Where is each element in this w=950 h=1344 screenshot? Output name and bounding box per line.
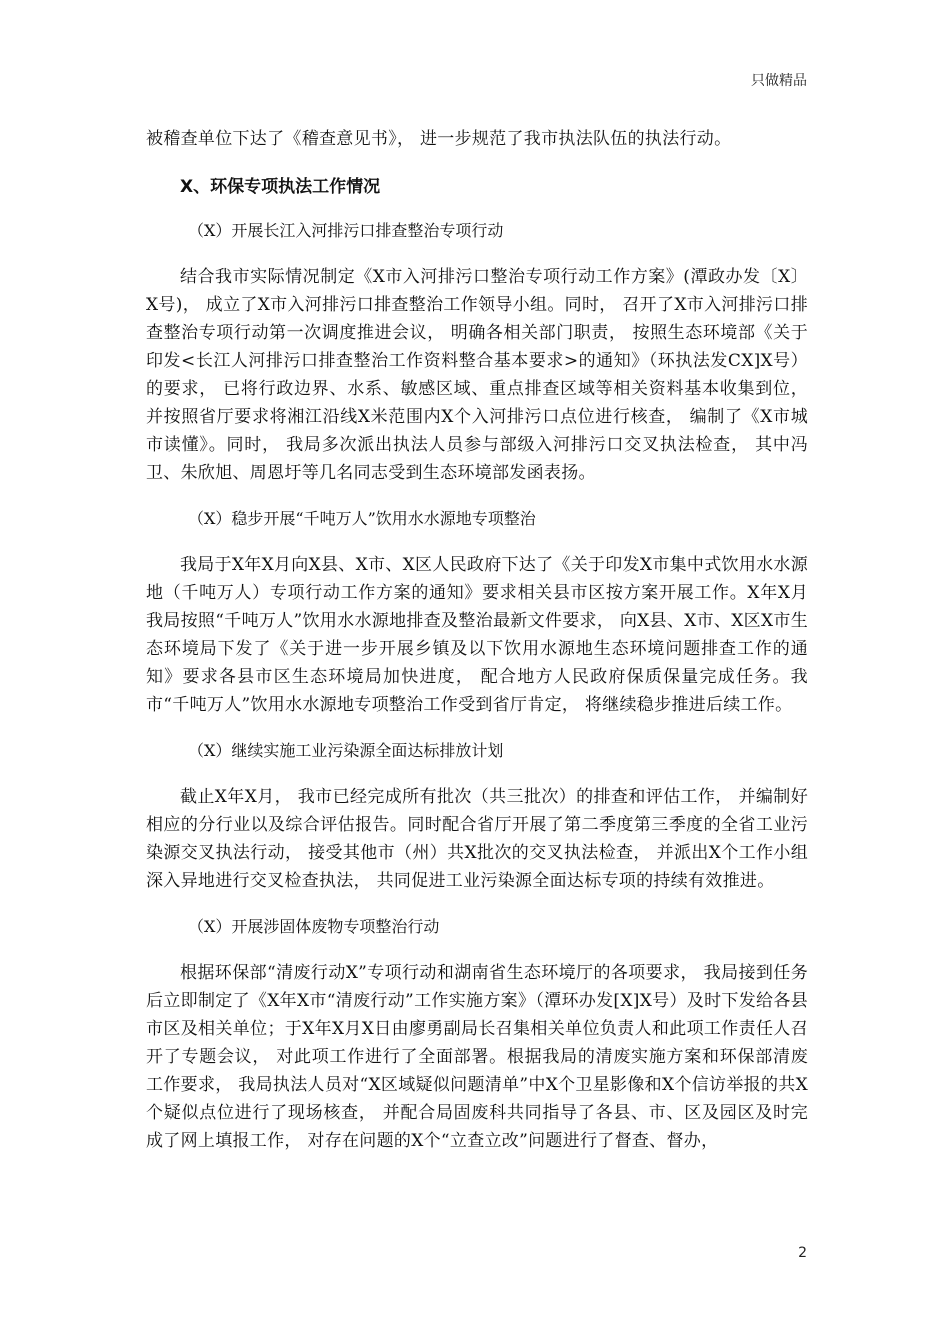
subsection-heading: （X）开展涉固体废物专项整治行动	[188, 917, 440, 936]
subsection-4	[146, 913, 808, 1155]
subsection-paragraph: 根据环保部“清废行动X”专项行动和湖南省生态环境厅的各项要求， 我局接到任务后立即制定了《X年X市“清废行动”工作实施方案》（潭环办发[X]X号）及时下发给各县市区及相关单位；于X年X月X日由廖勇副局长召集相关单位负责人和此项工作责任人召开了专题会议， 对此项工作进行了全面部署。根据我局的清废实施方案和环保部清废工作要求， 我局执法人员对“X区域疑似问题清单”中X个卫星影像和X个信访举报的共X个疑似点位进行了现场核查， 并配合局固废科共同指导了各县、市、区及园区及时完成了网上填报工作， 对存在问题的X个“立查立改”问题进行了督查、督办，	[146, 963, 808, 1151]
intro-paragraph: 被稽查单位下达了《稽查意见书》， 进一步规范了我市执法队伍的执法行动。	[146, 129, 732, 149]
page-number: 2	[798, 1245, 807, 1261]
subsection-paragraph: 截止X年X月， 我市已经完成所有批次（共三批次）的排查和评估工作， 并编制好相应的分行业以及综合评估报告。同时配合省厅开展了第二季度第三季度的全省工业污染源交叉执法行动， 接受其他市（州）共X批次的交叉执法检查， 并派出X个工作小组深入异地进行交叉检查执法， 共同促进工业污染源全面达标专项的持续有效推进。	[146, 787, 808, 891]
subsection-paragraph: 我局于X年X月向X县、X市、X区人民政府下达了《关于印发X市集中式饮用水水源地（千吨万人）专项行动工作方案的通知》要求相关县市区按方案开展工作。X年X月我局按照“千吨万人”饮用水水源地排查及整治最新文件要求， 向X县、X市、X区X市生态环境局下发了《关于进一步开展乡镇及以下饮用水源地生态环境问题排查工作的通知》要求各县市区生态环境局加快进度， 配合地方人民政府保质保量完成任务。我市“千吨万人”饮用水水源地专项整治工作受到省厅肯定， 将继续稳步推进后续工作。	[146, 555, 809, 715]
subsection-2	[146, 505, 808, 719]
subsection-paragraph: 结合我市实际情况制定《X市入河排污口整治专项行动工作方案》(潭政办发〔X〕X号)， 成立了X市入河排污口排查整治工作领导小组。同时， 召开了X市入河排污口排查整治专项行动第一次调度推进会议， 明确各相关部门职责， 按照生态环境部《关于印发<长江人河排污口排查整治工作资料整合基本要求>的通知》（环执法发CX]X号）的要求， 已将行政边界、水系、敏感区域、重点排查区域等相关资料基本收集到位， 并按照省厅要求将湘江沿线X米范围内X个入河排污口点位进行核查， 编制了《X市城市读懂》。同时， 我局多次派出执法人员参与部级入河排污口交叉执法检查， 其中冯卫、朱欣旭、周恩圩等几名同志受到生态环境部发函表扬。	[146, 267, 808, 483]
subsection-1	[146, 217, 808, 487]
subsection-heading: （X）稳步开展“千吨万人”饮用水水源地专项整治	[188, 509, 536, 528]
subsection-heading: （X）开展长江入河排污口排查整治专项行动	[188, 221, 504, 240]
subsection-heading: （X）继续实施工业污染源全面达标排放计划	[188, 741, 504, 760]
document-body	[146, 125, 808, 1173]
section-title: X、环保专项执法工作情况	[180, 177, 381, 197]
header-note: 只做精品	[751, 73, 807, 89]
subsection-3	[146, 737, 808, 895]
